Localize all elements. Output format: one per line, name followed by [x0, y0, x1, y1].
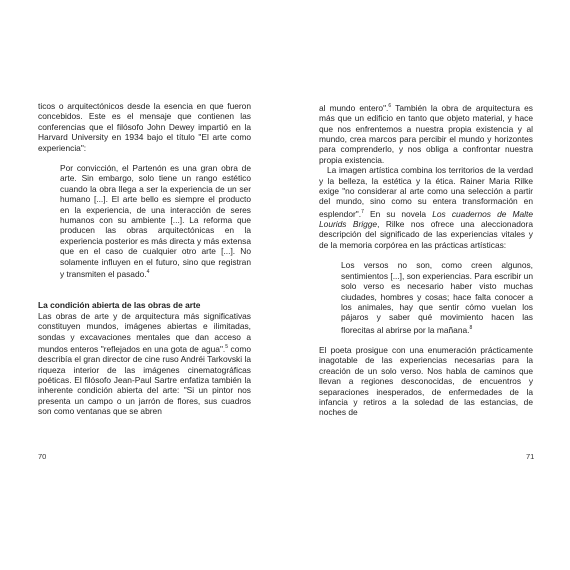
left-paragraph-2 — [38, 311, 251, 417]
right-paragraph-1-footnote-ref: 6 — [388, 103, 392, 109]
right-page-number: 71 — [526, 452, 535, 461]
left-text-column — [38, 101, 251, 417]
right-text-column — [319, 101, 533, 418]
left-paragraph-2-footnote-ref: 5 — [225, 343, 229, 350]
right-page — [285, 0, 570, 570]
left-page-number: 70 — [38, 452, 47, 461]
right-paragraph-2-footnote-ref: 7 — [361, 208, 364, 215]
left-quote-text: Por convicción, el Partenón es una gran obra de arte. Sin embargo, solo tiene un rango estético cuando la obra llega a ser la experiencia de un ser humano [...]. El arte bello es siempre el producto en la experiencia, de una interacción de seres humanos con su ambiente [...]. La reforma que producen las obras arquitectónicas en la experiencia posterior es más directa y más extensa que en el caso de cualquier otro arte [...]. No solamente influyen en el futuro, sino que registran y transmiten el pasado. — [60, 163, 251, 279]
right-paragraph-2 — [319, 165, 533, 250]
book-title: Los cuadernos de Malte Lourids Brigge — [319, 208, 534, 230]
right-paragraph-2-end: , Rilke nos ofrece una aleccionadora descripción del significado de las experiencias vitales y de la memoria corpórea en las prácticas artísticas: — [319, 219, 533, 250]
right-quote-footnote-ref: 8 — [469, 324, 473, 331]
left-block-quote — [38, 163, 251, 279]
right-paragraph-3: El poeta prosigue con una enumeración prácticamente inagotable de las experiencias necesarias para la creación de un solo verso. Nos habla de caminos que llevan a regiones desconocidas, de encuentros y separaciones inesperados, de enfermedades de la infancia y retiros a la soledad de las estancias, de noches de — [319, 344, 533, 418]
section-heading: La condición abierta de las obras de arte — [38, 300, 201, 311]
left-quote-footnote-ref: 4 — [146, 269, 150, 276]
left-paragraph-2-continued: como describía el gran director de cine ruso Andréi Tarkovski la riqueza interior de las imágenes cinematográficas poéticas. El filósofo Jean-Paul Sartre enfatiza también la inherente condición abierta del arte: "Si un pintor nos presenta un campo o un jarrón de flores, sus cuadros son como ventanas que se abren — [38, 343, 252, 417]
right-paragraph-1-continued: También la obra de arquitectura es más que un edificio en tanto que objeto material, y hace que nos enfrentemos a nuestra propia existencia y al mundo, crea marcos para percibir el mundo y horizontes para comprenderlo, y nos obliga a confrontar nuestra propia existencia. — [319, 102, 533, 165]
right-paragraph-2-text: La imagen artística combina los territorios de la verdad y la belleza, la estética y la ética. Rainer Maria Rilke exige "no considerar al arte como una selección a partir del mundo, sino como su entera transformación en esplendor". — [319, 165, 533, 219]
right-paragraph-2-continued: En su novela — [370, 208, 427, 219]
right-block-quote — [319, 260, 533, 335]
right-paragraph-1 — [319, 101, 533, 165]
right-quote-text: Los versos no son, como creen algunos, sentimientos [...], son experiencias. Para escribir un solo verso es necesario haber visto muchas ciudades, hombres y cosas; hace falta conocer a los animales, hay que sentir cómo vuelan los pájaros y saber qué movimiento hacen las florecitas al abrirse por la mañana. — [341, 260, 533, 335]
left-paragraph-1: ticos o arquitectónicos desde la esencia en que fueron concebidos. Este es el mensaje que contienen las conferencias que el filósofo John Dewey impartió en la Harvard University en 1934 bajo el título "El arte como experiencia": — [38, 101, 251, 153]
right-paragraph-1-text: al mundo entero". — [319, 102, 389, 113]
left-paragraph-2-text: Las obras de arte y de arquitectura más significativas constituyen mundos, imágenes abiertas e ilimitadas, sondas y excavaciones mentales que dan acceso a mundos enteros "reflejados en una gota de agua". — [38, 310, 251, 354]
